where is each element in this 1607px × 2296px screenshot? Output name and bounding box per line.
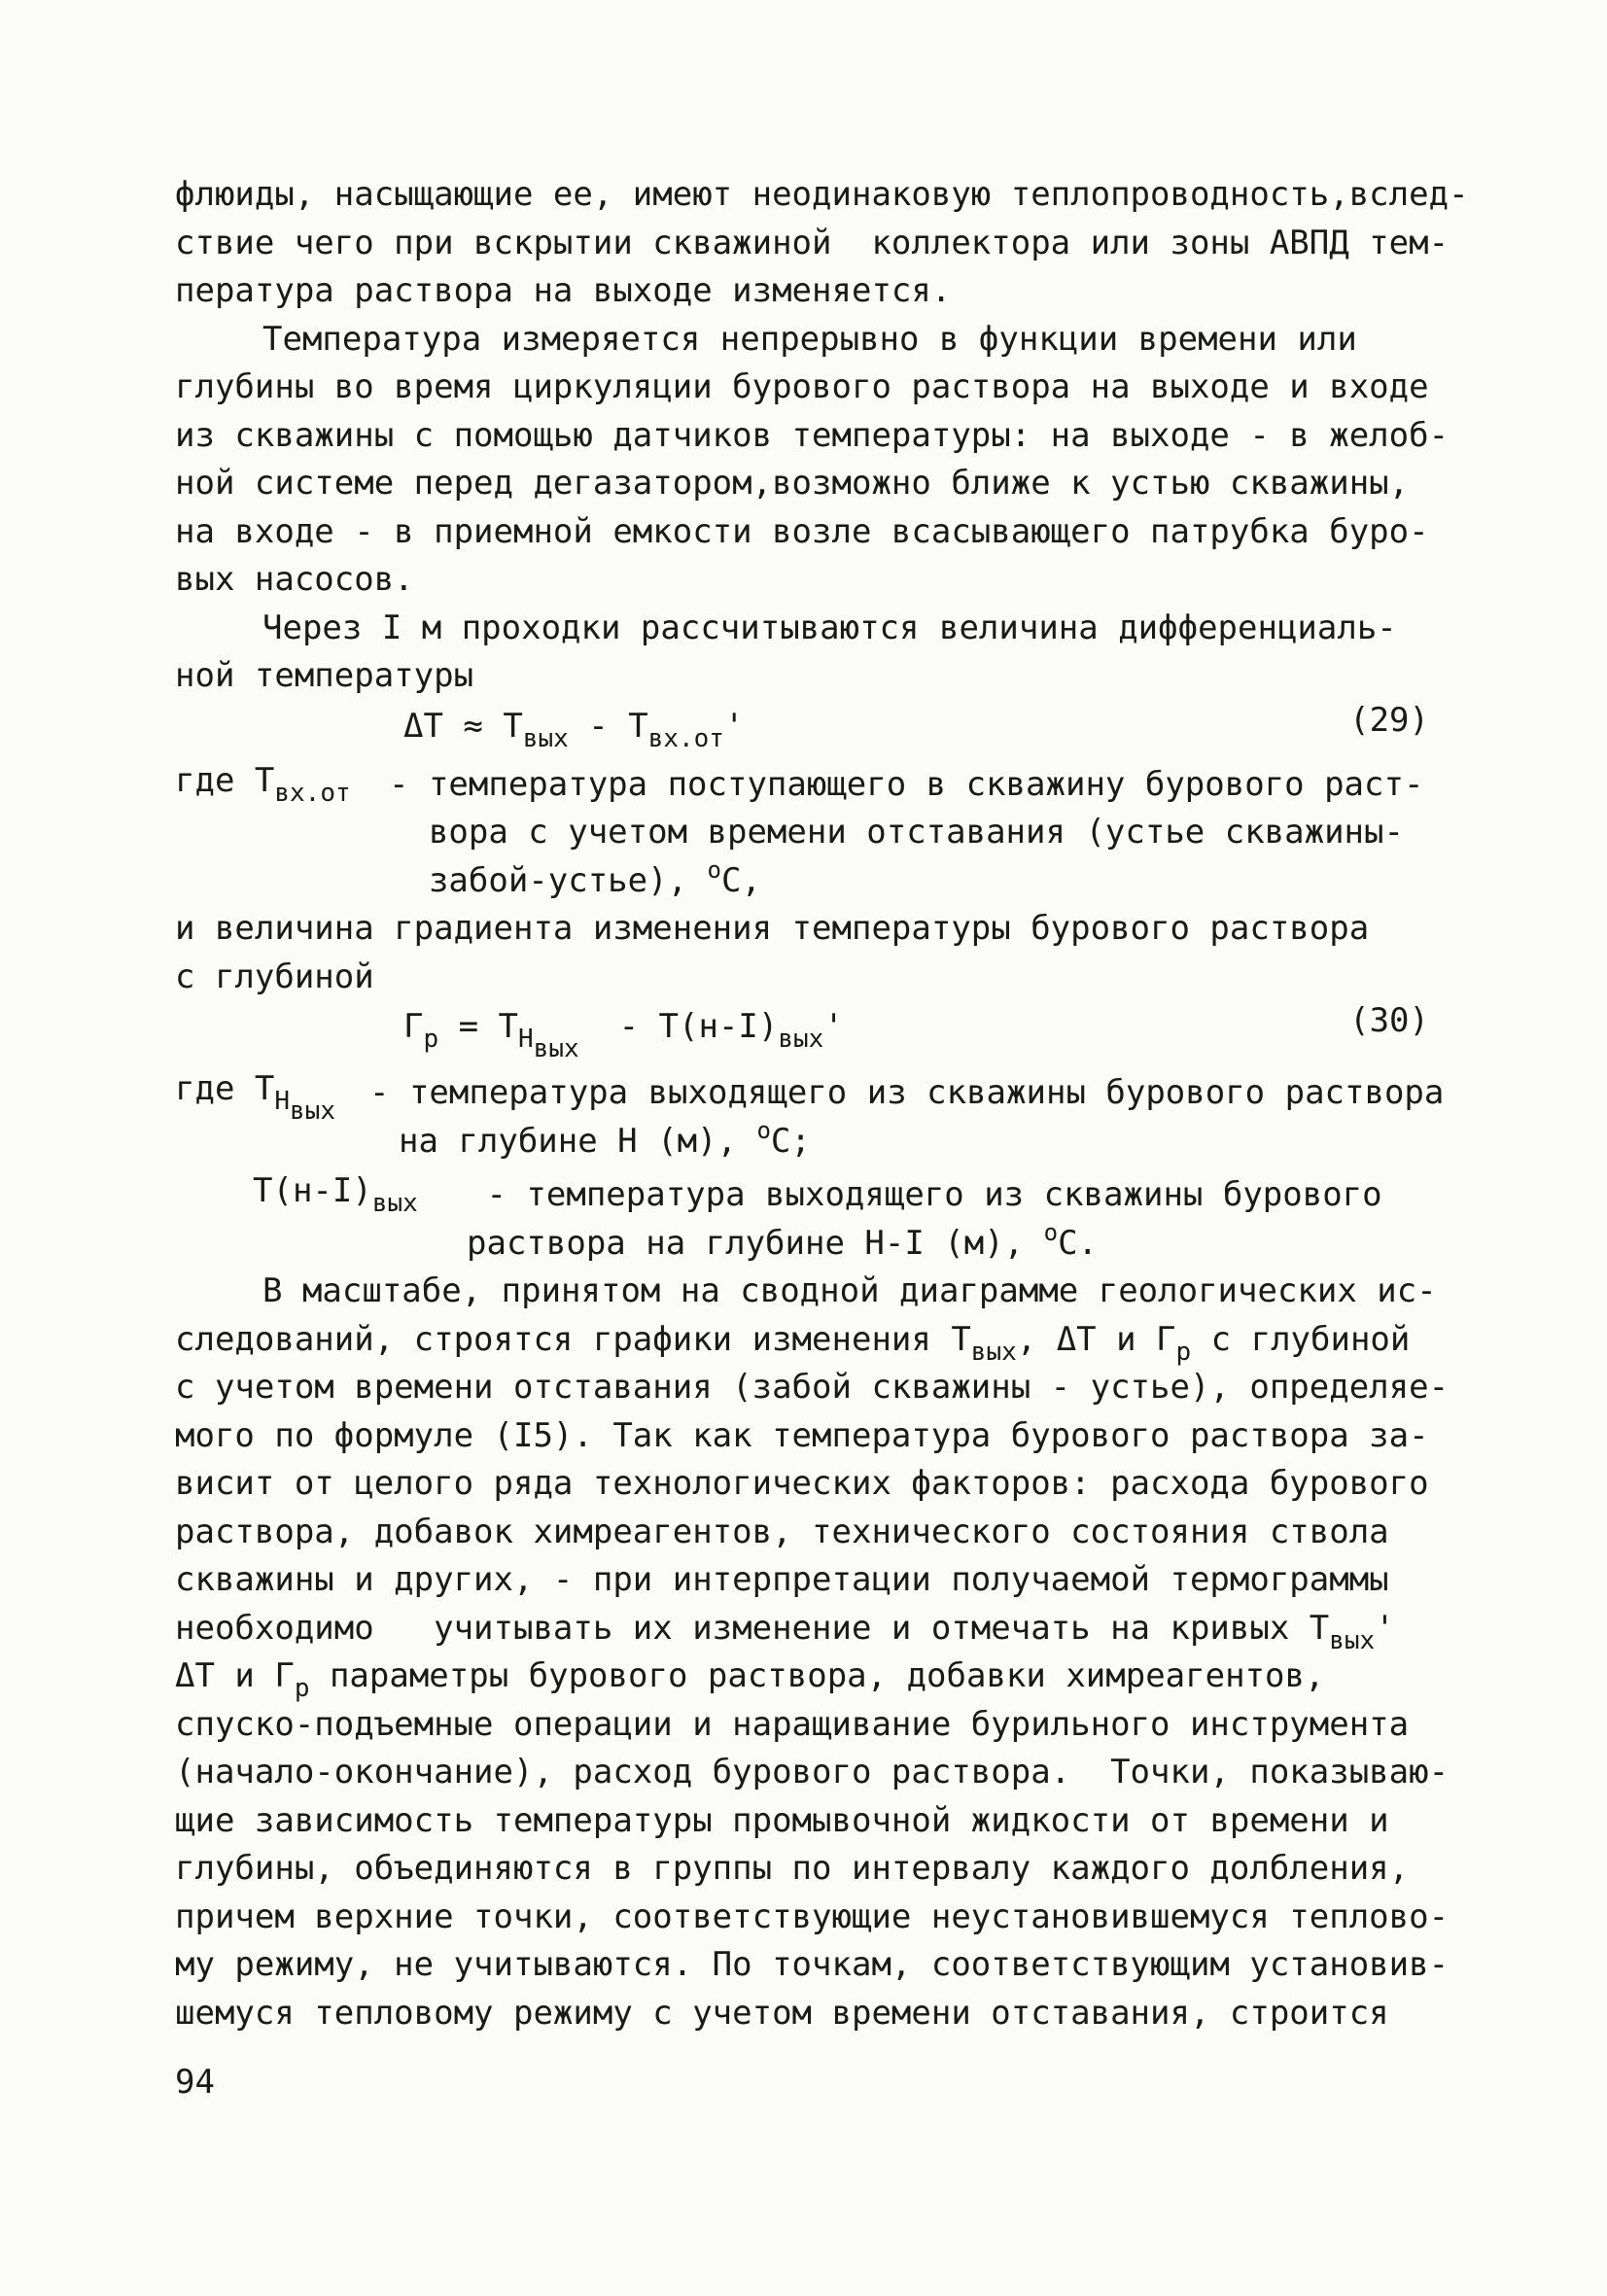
text-line: шемуся тепловому режиму с учетом времени отставания, строится [175, 1993, 1389, 2033]
text-line: ной системе перед дегазатором,возможно ближе к устью скважины, [175, 464, 1410, 503]
text-line: из скважины с помощью датчиков температуры: на выходе - в желоб- [175, 415, 1450, 455]
definition-30-second [175, 1171, 1429, 1268]
definition-symbol: $T(н-I)_{вых}$ [253, 1171, 418, 1218]
text-line: раствора на глубине H-I (м), $^o$C. [467, 1218, 1099, 1263]
definition-29 [175, 761, 1429, 906]
text-line: флюиды, насыщающие ее, имеют неодинаковую теплопроводность,вслед- [175, 175, 1469, 214]
text-line: и величина градиента изменения температуры бурового раствора [175, 909, 1370, 948]
page-number: 94 [175, 2063, 215, 2102]
formula-expression: $\Gamma_p = T_{H_{вых}} - T(н-I)_{вых}'$ [403, 1007, 844, 1063]
formula-number: (30) [1349, 1001, 1429, 1040]
text-line: мого по формуле (I5). Так как температура бурового раствора за- [175, 1415, 1429, 1455]
paragraph-intro [175, 171, 1469, 316]
definition-30-first [175, 1069, 1445, 1165]
text-line: раствора, добавок химреагентов, технического состояния ствола [175, 1512, 1389, 1551]
paragraph-differential [175, 605, 1429, 701]
text-line: висит от целого ряда технологических факторов: расхода бурового [175, 1464, 1429, 1503]
formula-30 [175, 1001, 1429, 1069]
text-line: причем верхние точки, соответствующие неустановившемуся теплово- [175, 1896, 1450, 1936]
text-line: следований, строятся графики изменения $T_{вых}$, ΔT и $\Gamma_p$ с глубиной [175, 1319, 1411, 1367]
formula-number: (29) [1349, 700, 1429, 740]
text-line: скважины и других, - при интерпретации получаемой термограммы [175, 1560, 1389, 1599]
text-line: щие зависимость температуры промывочной жидкости от времени и [175, 1800, 1389, 1840]
text-line: с глубиной [175, 957, 374, 996]
text-line: - температура выходящего из скважины бурового раствора [369, 1073, 1445, 1112]
text-line: необходимо учитывать их изменение и отмечать на кривых $T_{вых}'$ [175, 1608, 1395, 1655]
text-line: ной температуры [175, 656, 474, 695]
text-line: ствие чего при вскрытии скважиной коллектора или зоны АВПД тем- [175, 223, 1450, 262]
text-line: - температура выходящего из скважины бурового [467, 1175, 1382, 1214]
text-line: глубины во время циркуляции бурового раствора на выходе и входе [175, 367, 1429, 406]
text-line: В масштабе, принятом на сводной диаграмме геологических ис- [262, 1271, 1437, 1310]
text-line: забой-устье), $^o$C, [389, 855, 761, 900]
text-line: с учетом времени отставания (забой скважины - устье), определяе- [175, 1368, 1450, 1407]
text-line: вора с учетом времени отставания (устье скважины- [389, 813, 1404, 852]
formula-29 [175, 701, 1429, 761]
text-line: пература раствора на выходе изменяется. [175, 271, 952, 310]
text-line: на глубине H (м), $^o$C; [399, 1116, 811, 1161]
text-line: спуско-подъемные операции и наращивание бурильного инструмента [175, 1704, 1410, 1744]
text-line: на входе - в приемной емкости возле всасывающего патрубка буро- [175, 511, 1429, 551]
definition-symbol: где $T_{H_{вых}}$ [175, 1069, 335, 1126]
page-body [175, 171, 1469, 2037]
text-line: Через I м проходки рассчитываются величина дифференциаль- [262, 608, 1397, 647]
text-line: (начало-окончание), расход бурового раствора. Точки, показываю- [175, 1753, 1450, 1792]
paragraph-measurement [175, 316, 1450, 605]
definition-symbol: где $T_{вх.от}$ [175, 760, 351, 808]
text-line: глубины, объединяются в группы по интервалу каждого долбления, [175, 1849, 1410, 1888]
text-line: вых насосов. [175, 560, 414, 599]
text-line: му режиму, не учитываются. По точкам, соответствующим установив- [175, 1945, 1450, 1984]
formula-expression: $\Delta T \approx T_{вых} - T_{вх.от}'$ [403, 706, 745, 753]
text-line: - температура поступающего в скважину бурового раст- [389, 764, 1424, 804]
text-line: Температура измеряется непрерывно в функции времени или [262, 319, 1357, 359]
paragraph-graphs [175, 1268, 1450, 2037]
text-line: ΔT и $\Gamma_p$ параметры бурового раствора, добавки химреагентов, [175, 1656, 1325, 1703]
paragraph-gradient [175, 905, 1429, 1001]
